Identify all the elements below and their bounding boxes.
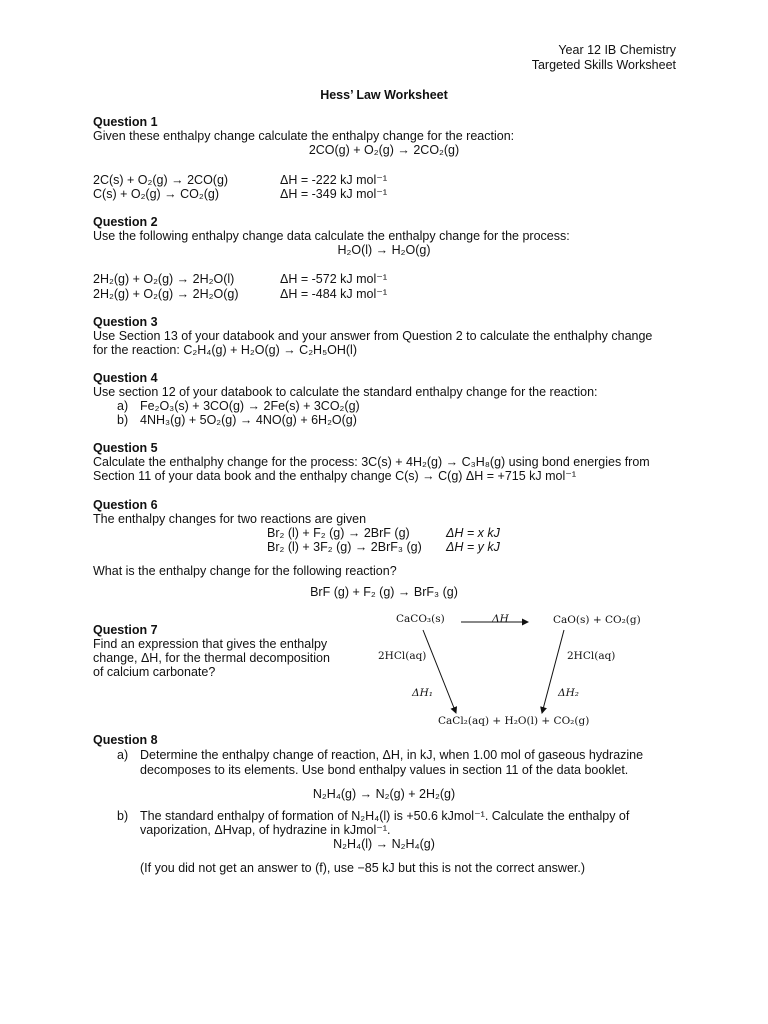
cao-label: CaO(s) + CO₂(g) [553,614,641,626]
q1-enthalpy-2: ΔH = -349 kJ mol⁻¹ [280,187,387,201]
q8-part-a-line-1: Determine the enthalpy change of reaction, ΔH, in kJ, when 1.00 mol of gaseous hydrazine [140,748,644,762]
q7-line-2: change, ΔH, for the thermal decomposition [93,651,330,665]
q7-line-1: Find an expression that gives the enthalpy [93,637,328,651]
q1-heading: Question 1 [93,115,158,129]
q3-heading: Question 3 [93,315,158,329]
q8-heading: Question 8 [93,733,158,747]
q6-enthalpy-1: ΔH = x kJ [446,526,500,540]
q2-target-equation: H₂O(l) → H₂O(g) [337,243,431,257]
q8-part-b-line-1: The standard enthalpy of formation of N₂H₄(l) is +50.6 kJmol⁻¹. Calculate the enthalpy of [140,809,630,823]
q7-line-3: of calcium carbonate? [93,665,216,679]
page-title: Hess’ Law Worksheet [320,88,448,102]
hcl-right-label: 2HCl(aq) [567,650,616,662]
header-subtitle: Targeted Skills Worksheet [531,58,676,72]
dh-label: ΔH [492,613,509,625]
q6-equation-1: Br₂ (l) + F₂ (g) → 2BrF (g) [267,526,410,540]
q2-enthalpy-1: ΔH = -572 kJ mol⁻¹ [280,272,387,286]
q3-line-2: for the reaction: C₂H₄(g) + H₂O(g) → C₂H₅OH(l) [93,343,357,357]
q8-note: (If you did not get an answer to (f), use −85 kJ but this is not the correct answer.) [140,861,586,875]
q8-part-a-line-2: decomposes to its elements. Use bond enthalpy values in section 11 of the data booklet. [140,763,629,777]
q8-part-b-line-2: vaporization, ΔHvap, of hydrazine in kJmol⁻¹. [140,823,391,837]
q4-part-b-label: b) [117,413,129,427]
q6-target-equation: BrF (g) + F₂ (g) → BrF₃ (g) [310,585,458,599]
dh2-label: ΔH₂ [558,687,579,699]
q6-text: The enthalpy changes for two reactions are given [93,512,367,526]
q4-text: Use section 12 of your databook to calculate the standard enthalpy change for the reaction: [93,385,598,399]
q2-enthalpy-2: ΔH = -484 kJ mol⁻¹ [280,287,387,301]
q1-target-equation: 2CO(g) + O₂(g) → 2CO₂(g) [308,143,460,157]
q6-heading: Question 6 [93,498,158,512]
q8-part-a-equation: N₂H₄(g) → N₂(g) + 2H₂(g) [312,787,456,801]
hess-cycle-diagram [370,604,641,730]
dh1-label: ΔH₁ [412,687,433,699]
q1-equation-2: C(s) + O₂(g) → CO₂(g) [93,187,220,201]
q2-heading: Question 2 [93,215,158,229]
q2-equation-2: 2H₂(g) + O₂(g) → 2H₂O(g) [93,287,239,301]
q4-part-b-equation: 4NH₃(g) + 5O₂(g) → 4NO(g) + 6H₂O(g) [140,413,357,427]
header-course: Year 12 IB Chemistry [558,43,676,57]
q5-line-1: Calculate the enthalphy change for the process: 3C(s) + 4H₂(g) → C₃H₈(g) using bond energies from [93,455,650,469]
q8-part-b-equation: N₂H₄(l) → N₂H₄(g) [333,837,435,851]
q6-question: What is the enthalpy change for the following reaction? [93,564,397,578]
q4-part-a-equation: Fe₂O₃(s) + 3CO(g) → 2Fe(s) + 3CO₂(g) [140,399,360,413]
q2-equation-1: 2H₂(g) + O₂(g) → 2H₂O(l) [93,272,235,286]
q6-equation-2: Br₂ (l) + 3F₂ (g) → 2BrF₃ (g) [267,540,422,554]
q1-enthalpy-1: ΔH = -222 kJ mol⁻¹ [280,173,387,187]
products-label: CaCl₂(aq) + H₂O(l) + CO₂(g) [438,715,590,727]
q5-heading: Question 5 [93,441,158,455]
q5-line-2: Section 11 of your data book and the enthalpy change C(s) → C(g) ΔH = +715 kJ mol⁻¹ [93,469,577,483]
q4-part-a-label: a) [117,399,129,413]
hcl-left-label: 2HCl(aq) [378,650,427,662]
q8-part-a-label: a) [117,748,129,762]
q8-part-b-label: b) [117,809,129,823]
caco3-label: CaCO₃(s) [396,613,445,625]
q2-text: Use the following enthalpy change data calculate the enthalpy change for the process: [93,229,570,243]
q4-heading: Question 4 [93,371,158,385]
q3-line-1: Use Section 13 of your databook and your answer from Question 2 to calculate the enthalphy change [93,329,653,343]
q1-equation-1: 2C(s) + O₂(g) → 2CO(g) [93,173,229,187]
q7-heading: Question 7 [93,623,158,637]
q6-enthalpy-2: ΔH = y kJ [446,540,500,554]
q1-text: Given these enthalpy change calculate the enthalpy change for the reaction: [93,129,515,143]
